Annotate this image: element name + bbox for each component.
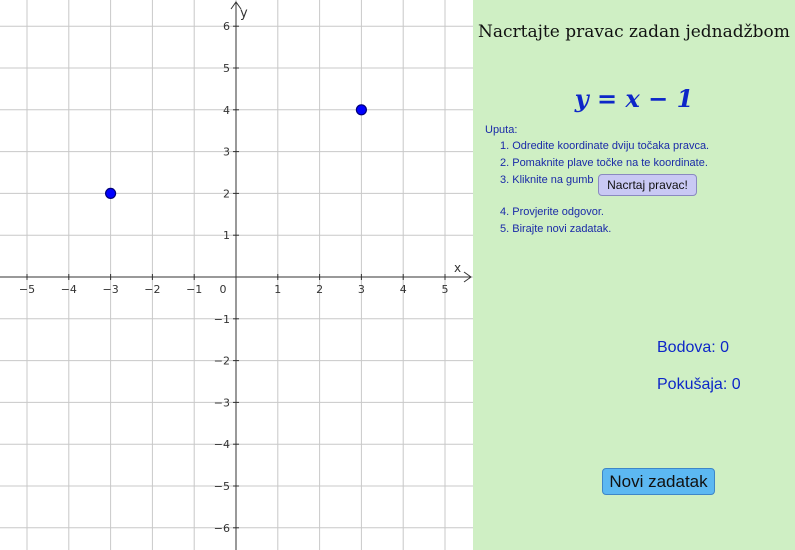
y-tick-label: −3 bbox=[213, 396, 230, 410]
step-5: 5. Birajte novi zadatak. bbox=[500, 223, 612, 235]
task-panel bbox=[473, 0, 795, 550]
y-tick-label: 1 bbox=[223, 229, 230, 243]
x-tick-label: −2 bbox=[144, 283, 161, 296]
y-tick-label: 2 bbox=[223, 187, 230, 201]
x-tick-label: 0 bbox=[219, 283, 227, 296]
draw-line-button[interactable]: Nacrtaj pravac! bbox=[598, 174, 697, 196]
step-1: 1. Odredite koordinate dviju točaka pravca. bbox=[500, 140, 710, 152]
x-tick-label: 5 bbox=[441, 283, 449, 296]
x-tick-label: −3 bbox=[102, 283, 119, 296]
equation: y = x − 1 bbox=[574, 84, 694, 113]
score-label: Bodova: 0 bbox=[657, 339, 730, 356]
instructions-heading: Uputa: bbox=[485, 124, 518, 136]
step-3: 3. Kliknite na gumb bbox=[500, 174, 594, 186]
movable-point-b[interactable] bbox=[356, 105, 366, 115]
y-tick-label: −6 bbox=[213, 521, 230, 535]
x-tick-label: 1 bbox=[274, 283, 282, 296]
y-tick-label: −1 bbox=[213, 312, 230, 326]
y-tick-label: 6 bbox=[223, 20, 230, 34]
y-tick-label: 4 bbox=[223, 103, 230, 117]
x-tick-label: 2 bbox=[316, 283, 324, 296]
x-tick-label: 3 bbox=[357, 283, 365, 296]
new-task-button[interactable]: Novi zadatak bbox=[602, 468, 715, 495]
x-tick-label: −4 bbox=[60, 283, 77, 296]
attempts-label: Pokušaja: 0 bbox=[657, 376, 741, 393]
movable-point-a[interactable] bbox=[106, 188, 116, 198]
step-4: 4. Provjerite odgovor. bbox=[500, 206, 604, 218]
y-tick-label: −2 bbox=[213, 354, 230, 368]
y-tick-label: 3 bbox=[223, 145, 230, 159]
step-2: 2. Pomaknite plave točke na te koordinate. bbox=[500, 157, 708, 169]
y-axis-label: y bbox=[240, 6, 248, 21]
x-tick-label: −1 bbox=[186, 283, 203, 296]
y-tick-label: −5 bbox=[213, 480, 230, 493]
y-tick-label: −4 bbox=[213, 438, 230, 452]
x-tick-label: 4 bbox=[399, 283, 407, 296]
task-title: Nacrtajte pravac zadan jednadžbom bbox=[478, 22, 790, 42]
x-tick-label: −5 bbox=[18, 283, 36, 296]
x-axis-label: x bbox=[454, 261, 462, 275]
axes bbox=[0, 2, 471, 550]
y-tick-label: 5 bbox=[223, 62, 230, 75]
